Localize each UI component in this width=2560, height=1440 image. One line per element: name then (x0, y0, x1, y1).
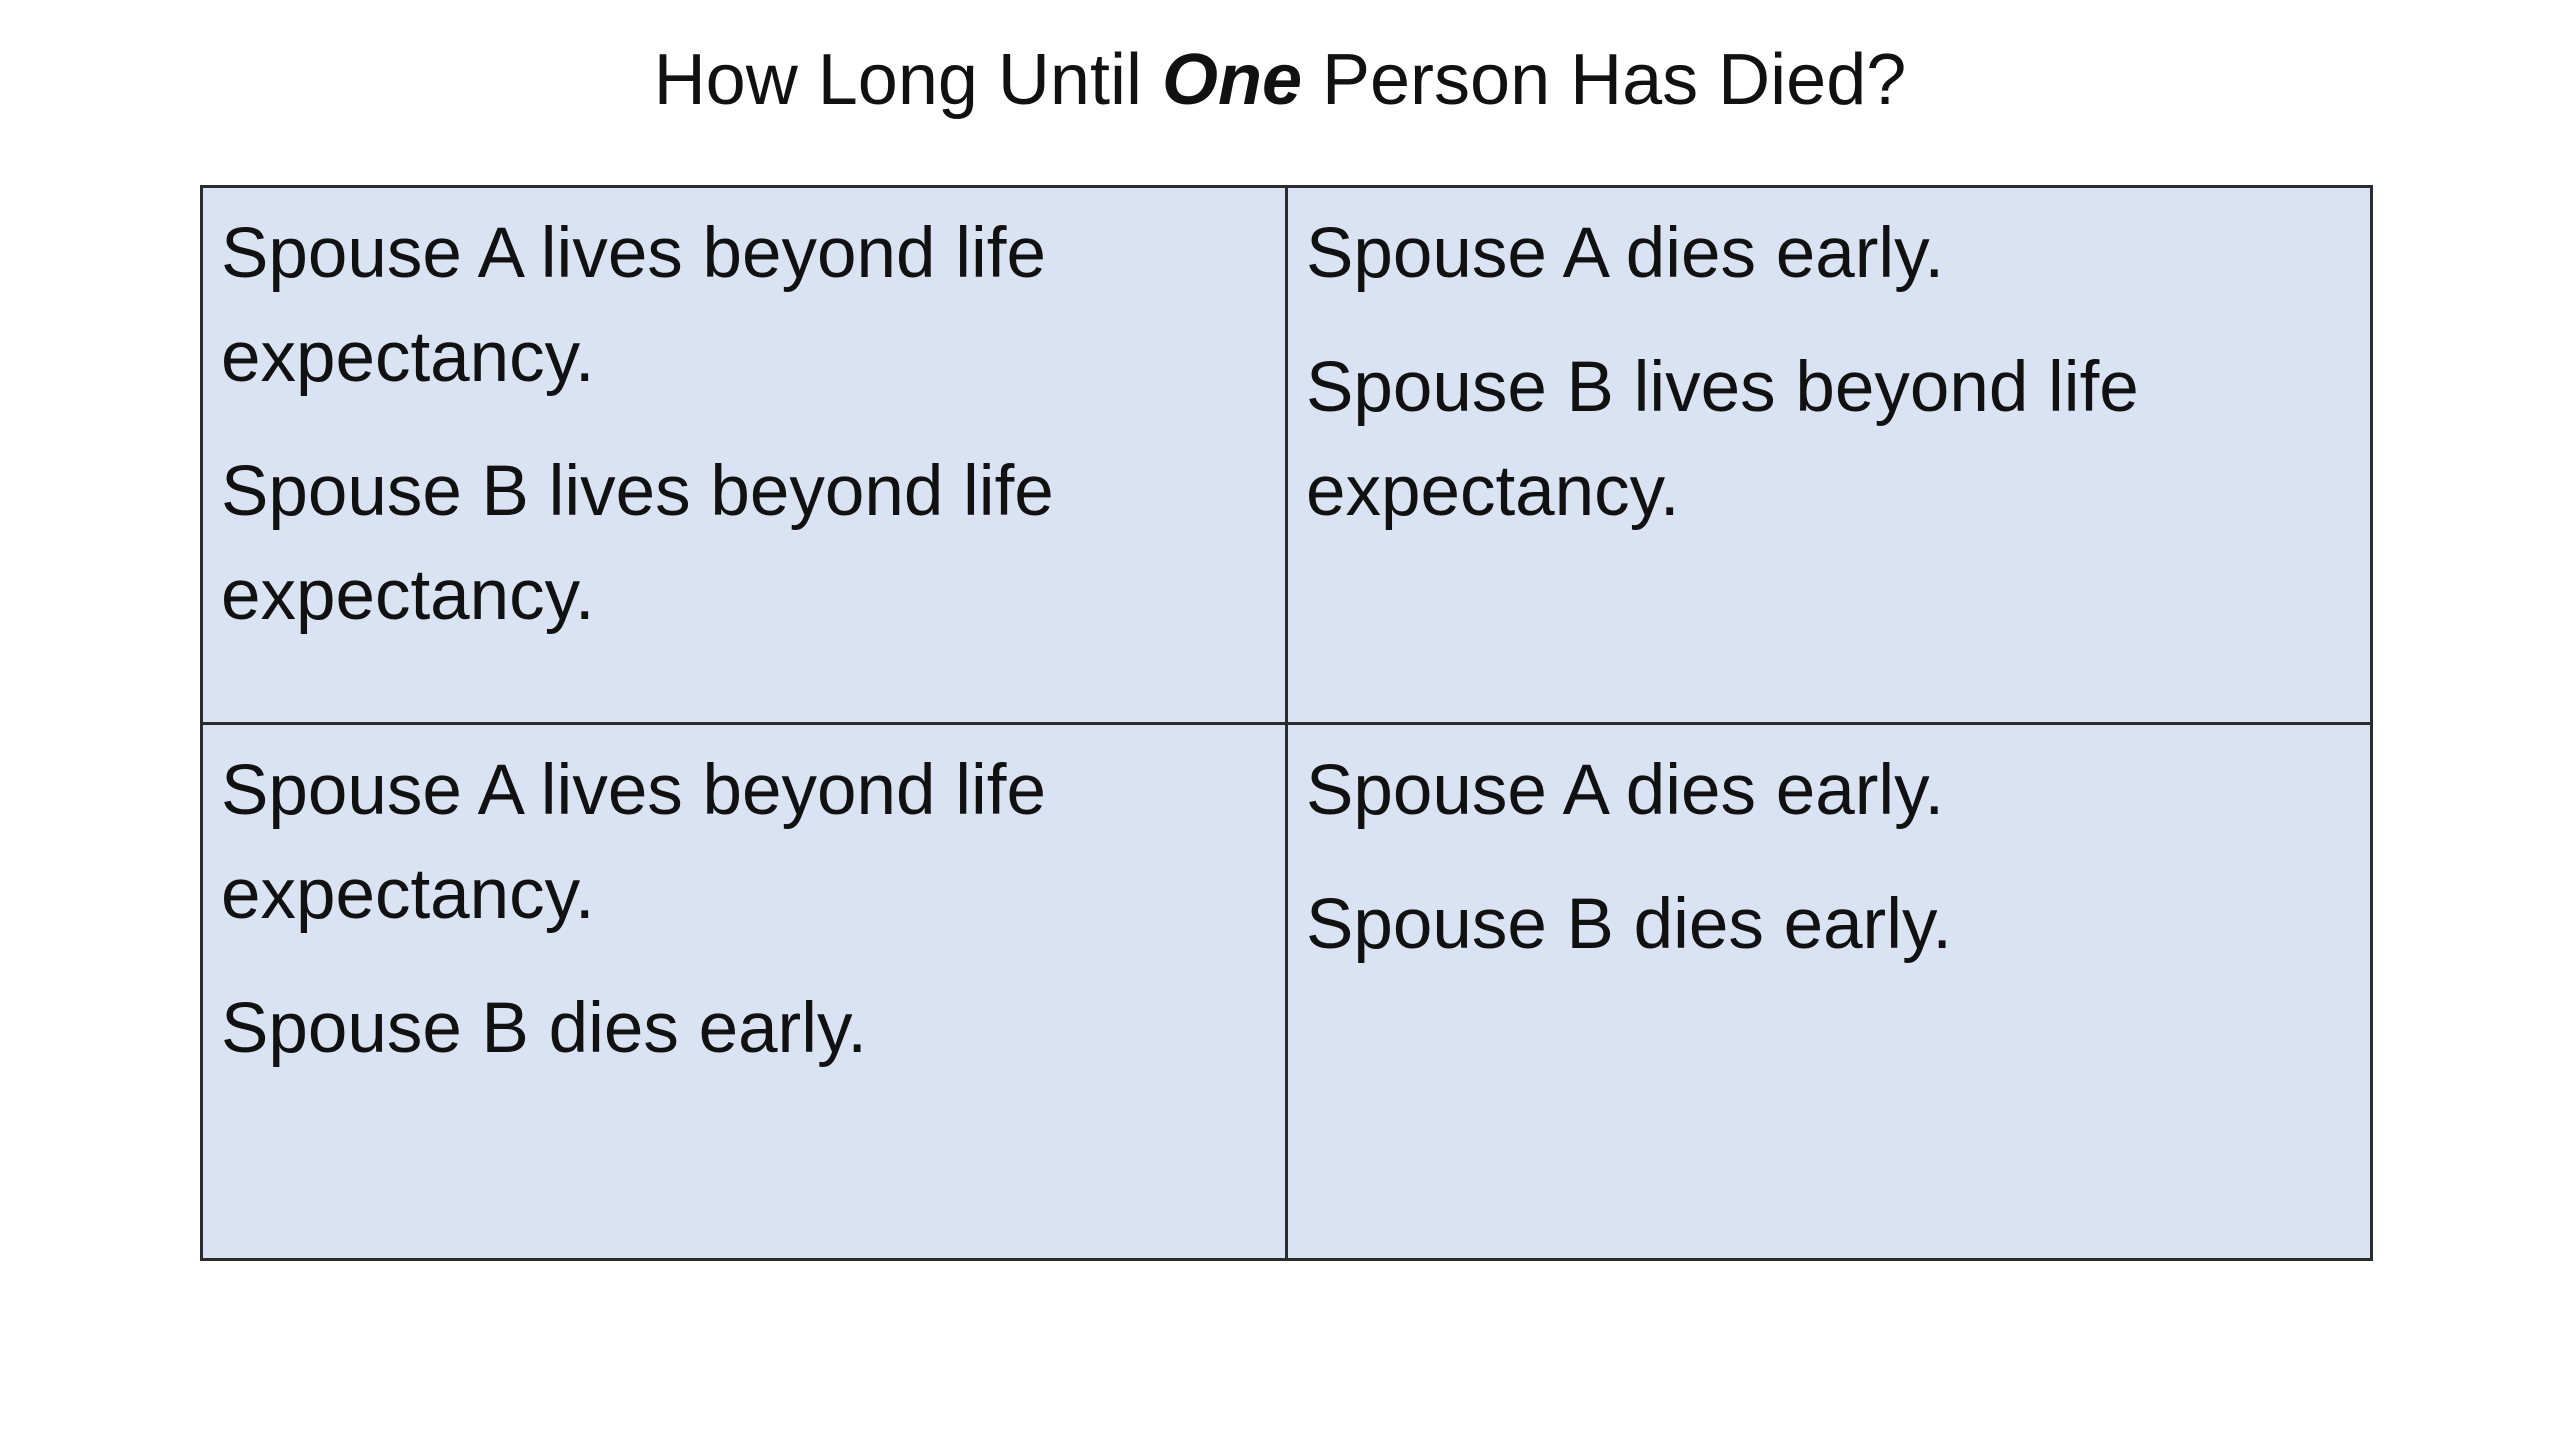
cell-line: Spouse A dies early. (1306, 214, 1945, 293)
table-row (202, 187, 2372, 724)
cell-line: Spouse B dies early. (221, 988, 867, 1068)
cell-line: Spouse B lives beyond life expectancy. (221, 452, 1054, 635)
table-cell-top-right (1287, 187, 2372, 724)
scenario-table (200, 185, 2373, 1261)
table-cell-bottom-left (202, 723, 1287, 1260)
title-suffix: Person Has Died? (1301, 40, 1907, 120)
cell-line: Spouse B dies early. (1306, 884, 1952, 964)
title-prefix: How Long Until (653, 40, 1162, 120)
title-emphasis: One (1161, 40, 1302, 120)
cell-line: Spouse A lives beyond life expectancy. (221, 750, 1046, 934)
table-cell-top-left (202, 187, 1287, 724)
slide-title (0, 30, 2560, 130)
cell-line: Spouse A lives beyond life expectancy. (221, 214, 1046, 397)
cell-line: Spouse A dies early. (1306, 750, 1945, 830)
table-row (202, 723, 2372, 1260)
cell-line: Spouse B lives beyond life expectancy. (1306, 348, 2139, 531)
table-cell-bottom-right (1287, 723, 2372, 1260)
